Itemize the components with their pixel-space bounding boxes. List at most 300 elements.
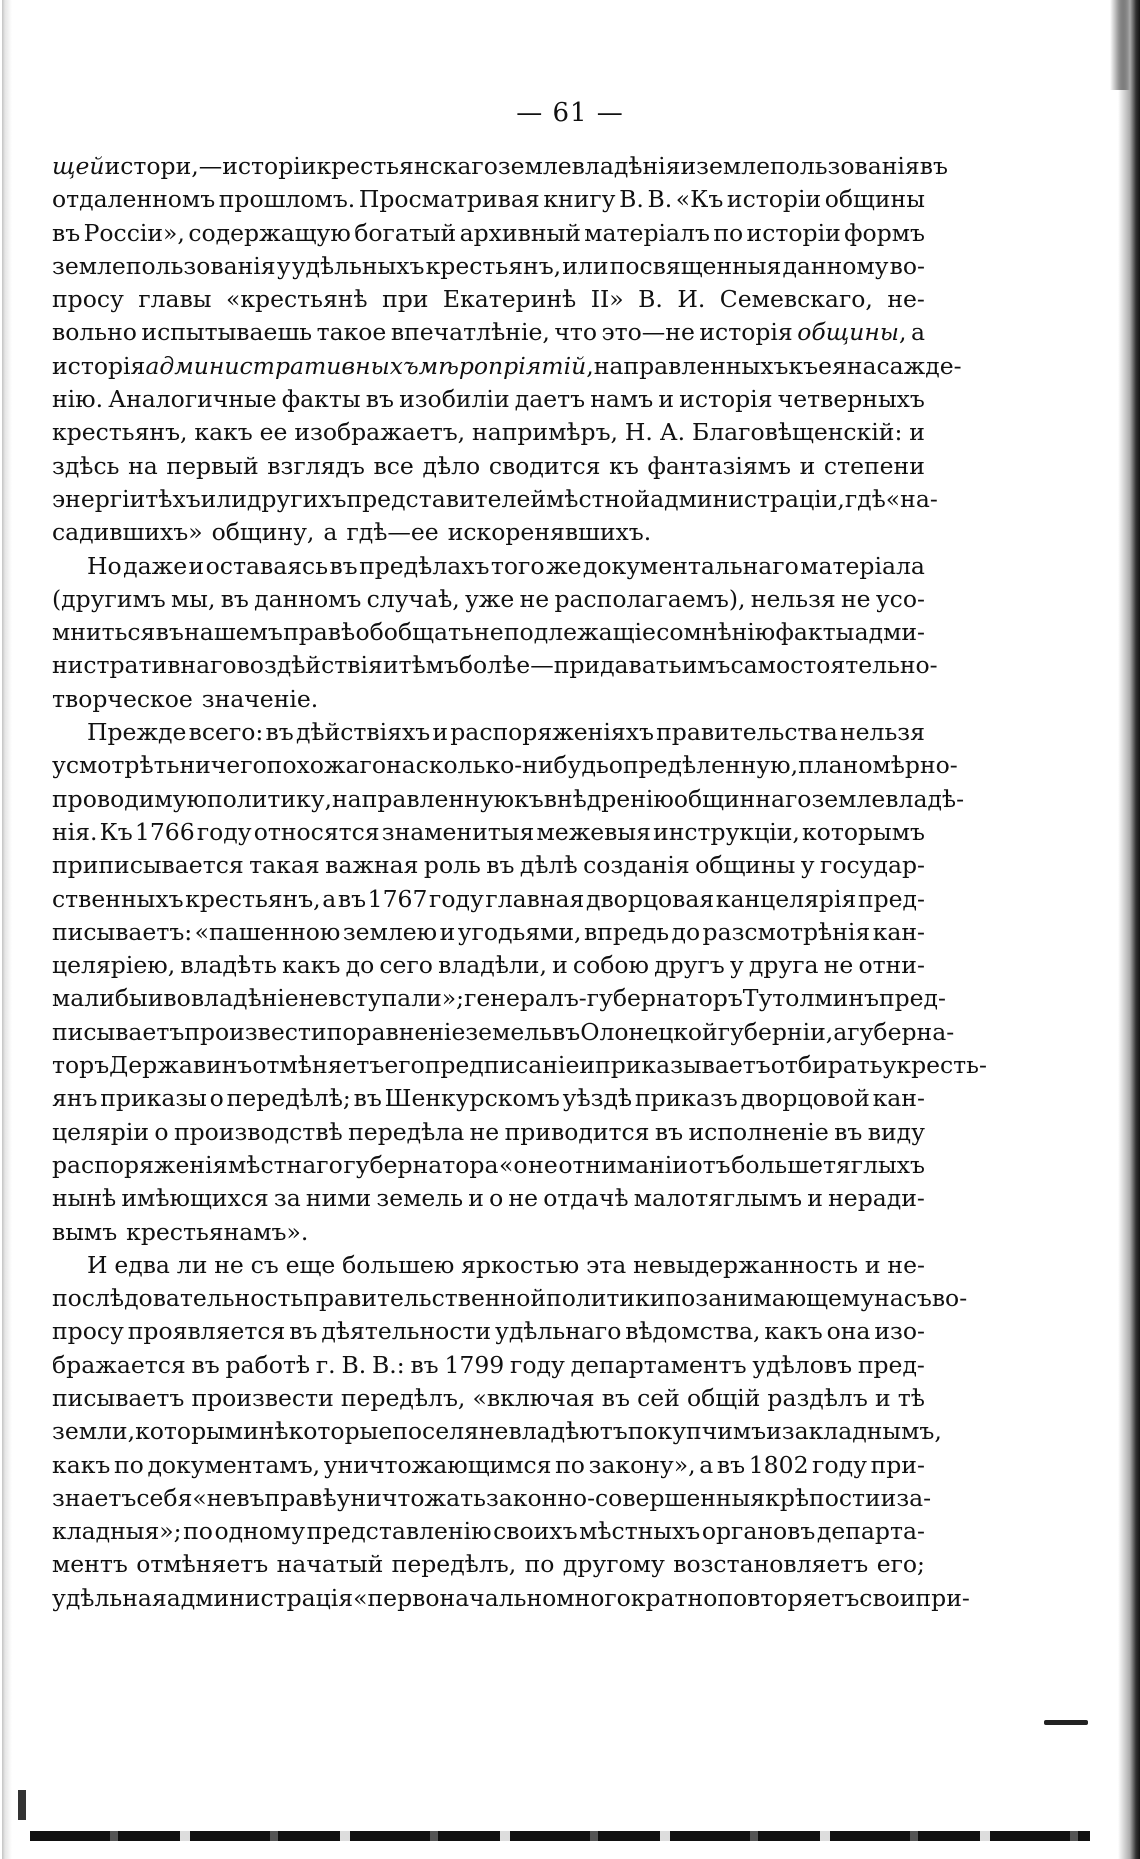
word: данному bbox=[782, 251, 889, 280]
word: Россіи», bbox=[83, 218, 185, 247]
word: Тутолминъ bbox=[742, 984, 879, 1013]
word: нельзя bbox=[750, 584, 836, 613]
word: писываетъ: bbox=[52, 917, 193, 946]
word: департаментъ bbox=[570, 1350, 747, 1379]
word: формъ bbox=[844, 218, 925, 247]
word: малотяглымъ bbox=[633, 1184, 803, 1213]
word: въ bbox=[220, 584, 249, 613]
word: тѣмъ bbox=[398, 651, 459, 680]
word: кан- bbox=[872, 1084, 925, 1113]
word: возстановляетъ bbox=[673, 1550, 869, 1579]
text-line bbox=[52, 949, 925, 982]
word: щей bbox=[52, 152, 105, 180]
word: которымъ bbox=[801, 817, 925, 846]
word: исторія bbox=[52, 351, 146, 380]
word: мѣстныхъ bbox=[579, 1517, 701, 1546]
word: Шенкурскомъ bbox=[384, 1084, 560, 1113]
text-line bbox=[52, 583, 925, 616]
word: къ bbox=[609, 451, 639, 480]
word: нію. bbox=[52, 385, 104, 414]
word: важная bbox=[325, 851, 419, 880]
word: творческое bbox=[52, 684, 193, 713]
word: предѣлахъ bbox=[359, 551, 490, 580]
word: мѣропріятій, bbox=[418, 351, 594, 380]
word: тѣхъ bbox=[145, 484, 201, 513]
word: губернатора bbox=[343, 1150, 499, 1179]
word: ментъ bbox=[52, 1550, 128, 1579]
word: не bbox=[841, 584, 871, 613]
word: за- bbox=[896, 1483, 932, 1512]
word: Просматривая bbox=[358, 185, 540, 214]
word: болѣе—придавать bbox=[458, 651, 682, 680]
text-line bbox=[52, 1016, 955, 1049]
word: мниться bbox=[52, 618, 156, 647]
word: владѣли, bbox=[438, 951, 547, 980]
word: въ bbox=[716, 1450, 746, 1479]
word: эта bbox=[586, 1250, 627, 1279]
word: мали bbox=[52, 984, 115, 1013]
word: и bbox=[658, 385, 674, 414]
word: начатый bbox=[276, 1550, 384, 1579]
word: Державинъ bbox=[109, 1051, 253, 1080]
text-line bbox=[52, 783, 965, 816]
word: какъ bbox=[282, 951, 341, 980]
word: году bbox=[510, 1350, 565, 1379]
word: первый bbox=[166, 451, 259, 480]
word: вымъ bbox=[52, 1217, 118, 1246]
word: уѣздѣ bbox=[562, 1084, 633, 1113]
word: какъ bbox=[764, 1317, 823, 1346]
word: правительства bbox=[656, 718, 838, 747]
word: направленныхъ bbox=[593, 351, 789, 380]
word: при bbox=[382, 285, 429, 314]
word: она bbox=[826, 1317, 871, 1346]
word: въ bbox=[919, 152, 948, 180]
word: Олонецкой bbox=[580, 1017, 718, 1046]
word: представителей bbox=[346, 484, 547, 513]
word: крестьянамъ». bbox=[126, 1217, 309, 1246]
word: которыми bbox=[135, 1417, 259, 1446]
word: неради- bbox=[828, 1184, 925, 1213]
word: «на- bbox=[885, 484, 938, 513]
text-line bbox=[52, 1249, 925, 1282]
word: владѣть bbox=[180, 951, 277, 980]
text-line bbox=[52, 516, 925, 549]
word: по bbox=[524, 1550, 555, 1579]
text-line bbox=[52, 1082, 925, 1115]
word: факты bbox=[281, 385, 361, 414]
word: къ bbox=[788, 351, 819, 380]
word: тѣ bbox=[897, 1383, 925, 1412]
word: изобиліи bbox=[399, 385, 510, 414]
word: году bbox=[196, 817, 252, 846]
word: административныхъ bbox=[145, 351, 419, 380]
scan-bottom-edge bbox=[30, 1831, 1090, 1841]
word: впредь bbox=[583, 917, 670, 946]
word: вѣдомства, bbox=[625, 1317, 761, 1346]
word: значеніе. bbox=[201, 684, 319, 713]
word: II» bbox=[590, 285, 624, 314]
text-line bbox=[52, 450, 925, 483]
word: И bbox=[87, 1250, 108, 1279]
word: просу bbox=[52, 285, 124, 314]
word: закладнымъ, bbox=[781, 1417, 942, 1446]
word: крестьянъ, bbox=[425, 251, 562, 280]
text-line bbox=[52, 1415, 942, 1448]
word: мѣстнаго bbox=[228, 1150, 343, 1179]
text-line bbox=[52, 1216, 925, 1249]
word: по bbox=[627, 1417, 658, 1446]
word: представленію bbox=[306, 1517, 492, 1546]
word: владѣютъ bbox=[508, 1417, 628, 1446]
word: землепользованія bbox=[52, 251, 276, 280]
word: такая bbox=[249, 851, 320, 880]
word: общины, bbox=[797, 318, 907, 347]
text-line bbox=[52, 150, 948, 183]
word: удѣловъ bbox=[752, 1350, 853, 1379]
word: И. bbox=[677, 285, 706, 314]
word: дворцовая bbox=[585, 884, 715, 913]
word: большею bbox=[342, 1250, 455, 1279]
word: В. bbox=[619, 185, 644, 214]
text-line bbox=[52, 1049, 987, 1082]
word: все bbox=[373, 451, 414, 480]
text-line bbox=[52, 916, 925, 949]
text-line bbox=[52, 1349, 925, 1382]
word: дѣло bbox=[422, 451, 481, 480]
word: не bbox=[528, 1150, 558, 1179]
word: имъ bbox=[681, 651, 731, 680]
word: государ- bbox=[820, 851, 925, 880]
word: 1799 bbox=[444, 1350, 505, 1379]
word: что bbox=[554, 318, 598, 347]
word: отмѣняетъ bbox=[252, 1051, 385, 1080]
word: а bbox=[322, 884, 337, 913]
word: на bbox=[128, 451, 158, 480]
word: съ bbox=[250, 1250, 279, 1279]
word: пред- bbox=[857, 884, 925, 913]
word: сомнѣнію bbox=[656, 618, 776, 647]
word: занимающему bbox=[695, 1284, 875, 1313]
word: садившихъ» bbox=[52, 518, 203, 547]
word: въ bbox=[265, 718, 294, 747]
word: по bbox=[555, 1450, 585, 1479]
word: до bbox=[671, 917, 701, 946]
word: г. bbox=[315, 1350, 336, 1379]
word: усо- bbox=[875, 584, 925, 613]
word: оставаясь bbox=[205, 551, 328, 580]
word: не- bbox=[887, 285, 925, 314]
word: въ bbox=[486, 851, 515, 880]
word: повторяетъ bbox=[717, 1583, 860, 1612]
word: крестьянъ, bbox=[185, 884, 321, 913]
word: усмотрѣть bbox=[52, 751, 180, 780]
word: дворцовой bbox=[740, 1084, 870, 1113]
word: В.: bbox=[371, 1350, 405, 1379]
word: произвести bbox=[184, 1017, 327, 1046]
word: произвести bbox=[191, 1383, 334, 1412]
text-line bbox=[52, 649, 938, 682]
word: отни- bbox=[858, 951, 925, 980]
word: правѣ bbox=[283, 618, 356, 647]
word: сего bbox=[379, 951, 433, 980]
text-line bbox=[52, 183, 925, 216]
text-line bbox=[52, 683, 925, 716]
word: во bbox=[163, 984, 191, 1013]
word: отниманіи bbox=[558, 1150, 688, 1179]
text-line bbox=[52, 316, 925, 349]
word: проявляется bbox=[127, 1317, 286, 1346]
word: администрація bbox=[166, 1583, 354, 1612]
word: Н. bbox=[624, 418, 653, 447]
word: канцелярія bbox=[715, 884, 857, 913]
text-line bbox=[52, 1582, 970, 1615]
word: это—не bbox=[601, 318, 695, 347]
word: нынѣ bbox=[52, 1184, 117, 1213]
scan-corner-mark bbox=[18, 1790, 26, 1820]
word: случаѣ, bbox=[366, 584, 460, 613]
scan-left-edge bbox=[2, 0, 14, 1859]
word: истори,—исторіи bbox=[104, 152, 317, 180]
word: приказы bbox=[100, 1084, 207, 1113]
word: (другимъ bbox=[52, 584, 166, 613]
word: «первоначально bbox=[353, 1583, 557, 1612]
word: не bbox=[823, 951, 854, 980]
word: и bbox=[864, 1250, 881, 1279]
word: матеріалъ bbox=[584, 218, 710, 247]
page-number: — 61 — bbox=[516, 98, 624, 128]
word: на bbox=[385, 751, 416, 780]
word: не bbox=[469, 1117, 500, 1146]
word: же bbox=[545, 551, 582, 580]
word: писываетъ bbox=[52, 1383, 185, 1412]
word: въ bbox=[155, 618, 184, 647]
word: землепользованія bbox=[696, 152, 920, 180]
word: а bbox=[910, 318, 925, 347]
word: ея bbox=[818, 351, 847, 380]
word: исторія bbox=[699, 318, 793, 347]
word: ними bbox=[305, 1184, 372, 1213]
word: знаетъ bbox=[52, 1483, 137, 1512]
word: удѣльныхъ bbox=[291, 251, 425, 280]
word: послѣдовательность bbox=[52, 1284, 304, 1313]
word: въ bbox=[365, 385, 394, 414]
word: уничтожающимся bbox=[323, 1450, 552, 1479]
word: большетяглыхъ bbox=[731, 1150, 925, 1179]
word: янъ bbox=[52, 1084, 98, 1113]
word: политики bbox=[546, 1284, 666, 1313]
text-line bbox=[52, 1449, 925, 1482]
word: многократно bbox=[556, 1583, 718, 1612]
word: отъ bbox=[688, 1150, 731, 1179]
word: и bbox=[579, 1051, 596, 1080]
word: «крестьянѣ bbox=[225, 285, 368, 314]
word: документальнаго bbox=[582, 551, 799, 580]
word: воздѣйствія bbox=[236, 651, 383, 680]
word: посвященныя bbox=[609, 251, 782, 280]
word: внѣдренію bbox=[543, 784, 674, 813]
word: своихъ bbox=[493, 1517, 578, 1546]
word: свои bbox=[859, 1583, 916, 1612]
word: распоряженіяхъ bbox=[450, 718, 654, 747]
word: знаменитыя bbox=[381, 817, 535, 846]
word: В. bbox=[647, 185, 673, 214]
word: виду bbox=[867, 1117, 925, 1146]
word: прошломъ. bbox=[218, 185, 356, 214]
word: главы bbox=[138, 285, 212, 314]
word: земли, bbox=[52, 1417, 136, 1446]
word: или bbox=[200, 484, 247, 513]
word: общину, bbox=[211, 518, 315, 547]
word: сводится bbox=[488, 451, 601, 480]
word: 1767 bbox=[367, 884, 428, 913]
word: законно-совершенныя bbox=[485, 1483, 766, 1512]
word: у bbox=[729, 951, 744, 980]
text-line bbox=[52, 749, 958, 782]
word: нія. bbox=[52, 817, 98, 846]
word: и bbox=[880, 1483, 897, 1512]
word: кресть- bbox=[896, 1051, 987, 1080]
word: взглядъ bbox=[267, 451, 365, 480]
word: купчимъ bbox=[657, 1417, 767, 1446]
text-line bbox=[52, 1548, 925, 1581]
word: не- bbox=[887, 1250, 925, 1279]
word: энергіи bbox=[52, 484, 146, 513]
text-line bbox=[52, 350, 962, 383]
word: и bbox=[188, 551, 205, 580]
word: въ bbox=[337, 884, 367, 913]
word: относятся bbox=[253, 817, 380, 846]
word: и bbox=[382, 651, 399, 680]
word: изображаетъ, bbox=[294, 418, 466, 447]
word: какъ bbox=[52, 1450, 111, 1479]
word: въ bbox=[289, 1317, 318, 1346]
word: правительственной bbox=[303, 1284, 547, 1313]
word: не bbox=[519, 584, 550, 613]
word: предписаніе bbox=[424, 1051, 580, 1080]
word: бы bbox=[114, 984, 148, 1013]
text-line bbox=[52, 1315, 925, 1348]
word: органовъ bbox=[701, 1517, 816, 1546]
word: данномъ bbox=[254, 584, 362, 613]
word: проводимую bbox=[52, 784, 207, 813]
word: политику, bbox=[206, 784, 332, 813]
word: отдаленномъ bbox=[52, 185, 216, 214]
word: содержащую bbox=[188, 218, 351, 247]
word: мѣстной bbox=[546, 484, 651, 513]
word: другъ bbox=[654, 951, 725, 980]
word: «Къ bbox=[675, 185, 724, 214]
word: генералъ-губернаторъ bbox=[464, 984, 743, 1013]
word: въ bbox=[52, 218, 81, 247]
word: общины bbox=[695, 851, 796, 880]
word: отбирать bbox=[770, 1051, 883, 1080]
word: ственныхъ bbox=[52, 884, 184, 913]
word: того bbox=[490, 551, 545, 580]
word: о bbox=[489, 1184, 504, 1213]
word: даже bbox=[123, 551, 188, 580]
text-line bbox=[52, 483, 938, 516]
word: и bbox=[874, 1383, 891, 1412]
word: дѣлѣ bbox=[519, 851, 578, 880]
word: уничтожать bbox=[336, 1483, 486, 1512]
word: вольно bbox=[52, 318, 137, 347]
word: собою bbox=[572, 951, 649, 980]
word: департа- bbox=[816, 1517, 925, 1546]
word: его; bbox=[876, 1550, 925, 1579]
word: во- bbox=[889, 251, 925, 280]
word: Семевскаго, bbox=[719, 285, 873, 314]
word: пред- bbox=[857, 1350, 925, 1379]
word: кан- bbox=[872, 917, 925, 946]
text-line bbox=[52, 1116, 925, 1149]
text-line bbox=[52, 1382, 925, 1415]
word: работѣ bbox=[225, 1350, 311, 1379]
word: созданія bbox=[583, 851, 690, 880]
word: напримѣръ, bbox=[472, 418, 619, 447]
word: межевыя bbox=[536, 817, 651, 846]
word: Къ bbox=[99, 817, 133, 846]
word: въ bbox=[236, 1483, 265, 1512]
word: ли bbox=[176, 1250, 208, 1279]
word: «о bbox=[499, 1150, 528, 1179]
word: передѣлъ, bbox=[340, 1383, 466, 1412]
word: у bbox=[276, 251, 291, 280]
word: целяріею, bbox=[52, 951, 176, 980]
word: обобщать bbox=[355, 618, 474, 647]
word: губерніи, bbox=[717, 1017, 834, 1046]
word: по bbox=[183, 1517, 213, 1546]
word: угодьями, bbox=[457, 917, 582, 946]
word: нельзя bbox=[839, 718, 925, 747]
word: въ bbox=[410, 1350, 439, 1379]
word: А. bbox=[659, 418, 686, 447]
word: владѣніе bbox=[190, 984, 299, 1013]
word: нѣкоторые bbox=[258, 1417, 393, 1446]
word: во- bbox=[931, 1284, 968, 1313]
text-line bbox=[52, 716, 925, 749]
word: и bbox=[147, 984, 164, 1013]
word: самостоятельно- bbox=[730, 651, 938, 680]
word: земель bbox=[465, 1017, 552, 1046]
word: по bbox=[113, 1450, 144, 1479]
word: по bbox=[665, 1284, 696, 1313]
word: едва bbox=[114, 1250, 170, 1279]
word: крестьянскаго bbox=[316, 152, 498, 180]
word: приводится bbox=[504, 1117, 650, 1146]
word: исполненіе bbox=[688, 1117, 829, 1146]
word: отдачѣ bbox=[543, 1184, 629, 1213]
word: закону», bbox=[588, 1450, 696, 1479]
word: раздѣлъ bbox=[767, 1383, 868, 1412]
text-line bbox=[52, 283, 925, 316]
word: друга bbox=[748, 951, 819, 980]
text-line bbox=[52, 383, 925, 416]
word: передѣла bbox=[348, 1117, 465, 1146]
word: богатый bbox=[354, 218, 457, 247]
word: по bbox=[713, 218, 744, 247]
word: дѣятельности bbox=[321, 1317, 492, 1346]
text-line bbox=[52, 883, 925, 916]
word: 1766 bbox=[134, 817, 195, 846]
word: Аналогичные bbox=[108, 385, 277, 414]
word: сей bbox=[637, 1383, 680, 1412]
word: исторіи bbox=[726, 185, 822, 214]
word: фантазіямъ bbox=[647, 451, 791, 480]
word: невыдержанность bbox=[633, 1250, 859, 1279]
word: при- bbox=[915, 1583, 970, 1612]
word: адми- bbox=[854, 618, 925, 647]
